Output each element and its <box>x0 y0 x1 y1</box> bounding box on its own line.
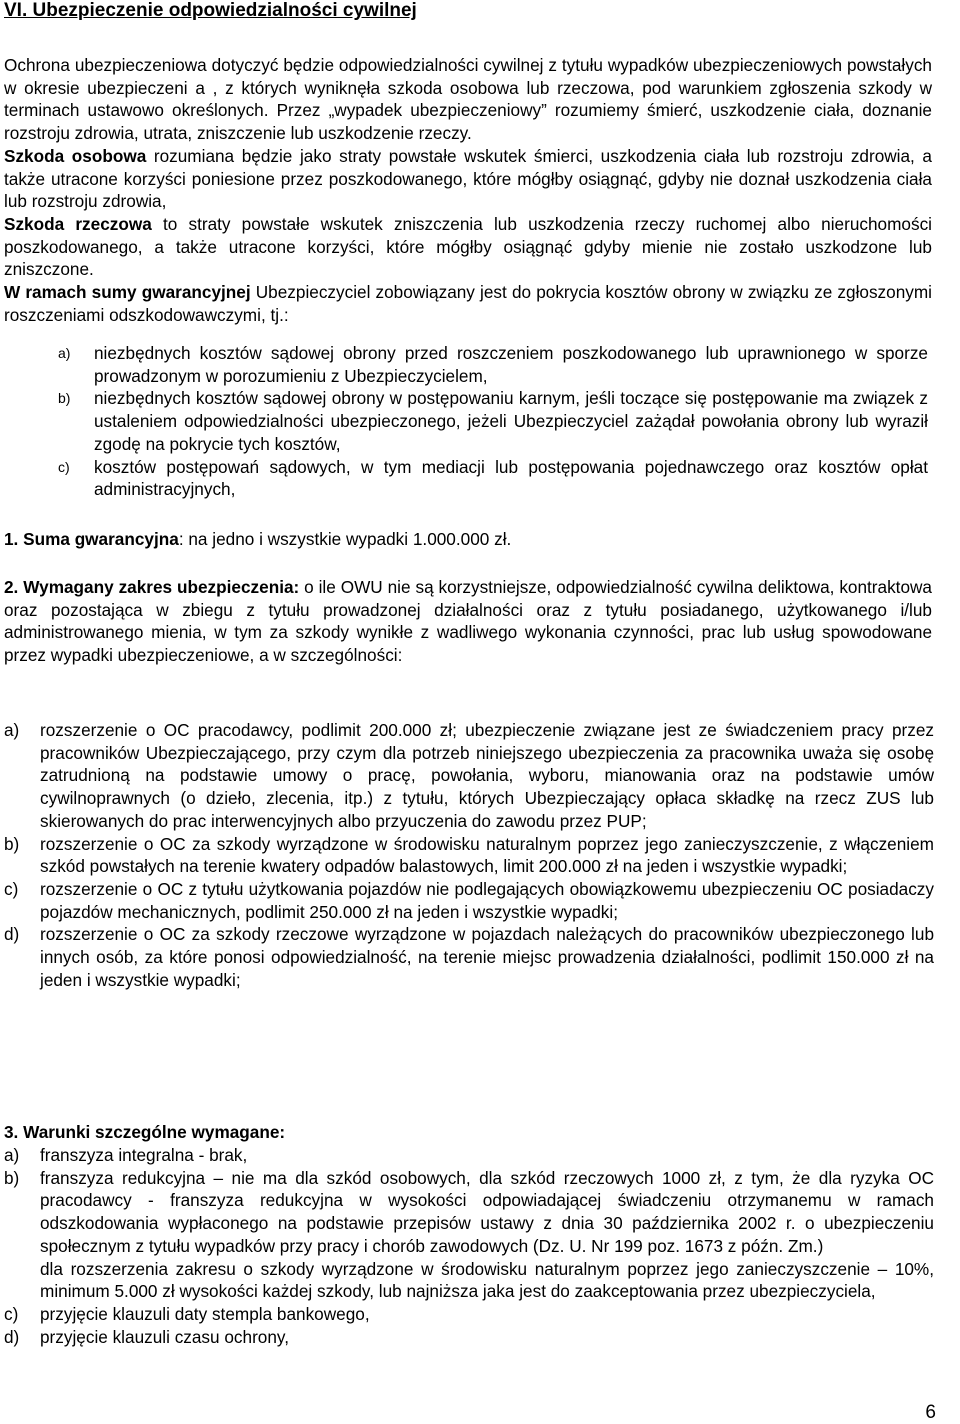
list-item-text: przyjęcie klauzuli daty stempla bankowego, <box>40 1303 370 1324</box>
property-damage-term: Szkoda rzeczowa <box>4 213 152 234</box>
list-item <box>58 342 928 387</box>
list-item <box>58 387 928 455</box>
guarantee-sum-text: Ubezpieczyciel zobowiązany jest do pokrycia kosztów obrony w związku ze zgłoszonymi roszczeniami odszkodowawczymi, tj.: <box>4 282 932 325</box>
intro-block <box>4 54 932 326</box>
list-item-text: niezbędnych kosztów sądowej obrony w postępowaniu karnym, jeśli toczące się postępowanie ma związek z ustaleniem odpowiedzialności ubezpieczonego, jeżeli Ubezpieczyciel zażądał powołania obrony lub wyraził zgodę na pokrycie tych kosztów, <box>94 388 928 454</box>
defense-costs-list <box>58 342 928 501</box>
property-damage-paragraph <box>4 213 932 281</box>
list-item-label: c) <box>4 878 19 899</box>
list-item-label: c) <box>4 1303 19 1324</box>
conditions-list <box>4 1144 934 1348</box>
property-damage-definition: to straty powstałe wskutek zniszczenia lub uszkodzenia rzeczy ruchomej albo nieruchomości poszkodowanego, a także utracone korzyści, które mógłby osiągnąć gdyby mienie nie zostało uszkodzone lub zniszczone. <box>4 213 932 280</box>
conditions-heading: 3. Warunki szczególne wymagane: <box>4 1122 286 1142</box>
guarantee-sum-value: : na jedno i wszystkie wypadki 1.000.000 zł. <box>178 529 512 549</box>
list-item-label: b) <box>4 833 20 854</box>
list-item-label: a) <box>4 720 20 740</box>
guarantee-sum-term: W ramach sumy gwarancyjnej <box>4 282 251 303</box>
personal-damage-term: Szkoda osobowa <box>4 145 147 166</box>
list-item-label: d) <box>4 1326 20 1347</box>
list-item-text: rozszerzenie o OC za szkody wyrządzone w środowisku naturalnym poprzez jego zanieczyszczenie, z włączeniem szkód powstałych na terenie kwatery odpadów balastowych, limit 200.000 zł na jeden i wszystkie wypadki; <box>40 833 934 877</box>
list-item-label: b) <box>58 390 71 407</box>
list-item-text: kosztów postępowań sądowych, w tym mediacji lub postępowania pojednawczego oraz kosztów opłat administracyjnych, <box>94 456 928 500</box>
intro-paragraph: Ochrona ubezpieczeniowa dotyczyć będzie odpowiedzialności cywilnej z tytułu wypadków ubezpieczeniowych powstałych w okresie ubezpieczeni a , z których wyniknęła szkoda osobowa lub rzeczowa, pod warunkiem zgłoszenia szkody w terminach ustawowo określonych. Przez „wypadek ubezpieczeniowy” rozumiemy śmierć, uszkodzenie ciała, doznanie rozstroju zdrowia, utrata, zniszczenie lub uszkodzenie rzeczy. <box>4 55 932 144</box>
personal-damage-paragraph <box>4 145 932 213</box>
page-number: 6 <box>925 1402 936 1423</box>
list-item <box>4 1303 934 1326</box>
list-item <box>4 719 934 833</box>
guarantee-sum-paragraph <box>4 281 932 326</box>
list-item-text: rozszerzenie o OC z tytułu użytkowania pojazdów nie podlegających obowiązkowemu ubezpieczeniu OC posiadaczy pojazdów mechanicznych, podlimit 250.000 zł na jeden i wszystkie wypadki; <box>40 878 934 922</box>
scope-text: o ile OWU nie są korzystniejsze, odpowiedzialność cywilna deliktowa, kontraktowa oraz pozostająca w zbiegu z tytułu prowadzonej działalności oraz z tytułu posiadanego, użytkowanego i/lub administrowanego mienia, w tym za szkody wynikłe z wadliwego wykonania czynności, prac lub usług spowodowane przez wypadki ubezpieczeniowe, a w szczególności: <box>4 577 932 666</box>
list-item-label: b) <box>4 1167 20 1188</box>
list-item-text: przyjęcie klauzuli czasu ochrony, <box>40 1326 290 1347</box>
section-title: VI. Ubezpieczenie odpowiedzialności cywilnej <box>4 0 417 21</box>
list-item-label: a) <box>4 1145 20 1165</box>
list-item-text: niezbędnych kosztów sądowej obrony przed roszczeniem poszkodowanego lub uprawnionego w sporze prowadzonym w porozumieniu z Ubezpieczycielem, <box>94 343 928 386</box>
list-item-label: c) <box>58 458 70 475</box>
guarantee-sum-heading: 1. Suma gwarancyjna <box>4 529 179 549</box>
scope-section <box>4 576 932 667</box>
extensions-list <box>4 719 934 991</box>
guarantee-sum-section <box>4 528 932 551</box>
list-item <box>4 1167 934 1258</box>
list-item-text: dla rozszerzenia zakresu o szkody wyrządzone w środowisku naturalnym poprzez jego zanieczyszczenie – 10%, minimum 5.000 zł wysokości każdej szkody, lub najniższa jaka jest do zaakceptowania przez ubezpieczyciela, <box>40 1258 934 1302</box>
conditions-section <box>4 1121 932 1144</box>
list-item <box>4 1144 934 1167</box>
list-item <box>4 1258 934 1303</box>
list-item-label: a) <box>58 345 71 361</box>
list-item <box>58 456 928 501</box>
personal-damage-definition: rozumiana będzie jako straty powstałe wskutek śmierci, uszkodzenia ciała lub rozstroju zdrowia, a także utracone korzyści poniesione przez poszkodowanego, które mógłby osiągnąć, gdyby nie doznał uszkodzenia ciała lub rozstroju zdrowia, <box>4 145 932 212</box>
list-item <box>4 833 934 878</box>
list-item-text: rozszerzenie o OC pracodawcy, podlimit 200.000 zł; ubezpieczenie związane jest ze świadczeniem pracy przez pracowników Ubezpieczającego, przy czym dla potrzeb niniejszego ubezpieczenia za pracownika uważa się osobę zatrudnioną na podstawie umowy o pracę, powołania, wyboru, mianowania oraz na podstawie umów cywilnoprawnych (o dzieło, zlecenia, itp.) z tytułu, których Ubezpieczający opłaca składkę na rzecz ZUS lub skierowanych do prac interwencyjnych albo przyuczenia do zawodu przez PUP; <box>40 720 934 831</box>
list-item-text: rozszerzenie o OC za szkody rzeczowe wyrządzone w pojazdach należących do pracowników ubezpieczonego lub innych osób, za które ponosi odpowiedzialność, na terenie miejsc prowadzenia działalności, podlimit 150.000 zł na jeden i wszystkie wypadki; <box>40 924 934 990</box>
list-item <box>4 1326 934 1349</box>
list-item-text: franszyza integralna - brak, <box>40 1145 248 1165</box>
list-item <box>4 923 934 991</box>
list-item-text: franszyza redukcyjna – nie ma dla szkód osobowych, dla szkód rzeczowych 1000 zł, z tym, że dla ryzyka OC pracodawcy - franszyza redukcyjna w wysokości odpowiadającej świadczeniu otrzymanemu w ramach odszkodowania wypłaconego na podstawie przepisów ustawy z dnia 30 października 2002 r. o ubezpieczeniu społecznym z tytułu wypadków przy pracy i chorób zawodowych (Dz. U. Nr 199 poz. 1673 z późn. Zm.) <box>40 1167 934 1256</box>
list-item-label: d) <box>4 924 20 945</box>
scope-heading: 2. Wymagany zakres ubezpieczenia: <box>4 577 300 597</box>
list-item <box>4 878 934 923</box>
